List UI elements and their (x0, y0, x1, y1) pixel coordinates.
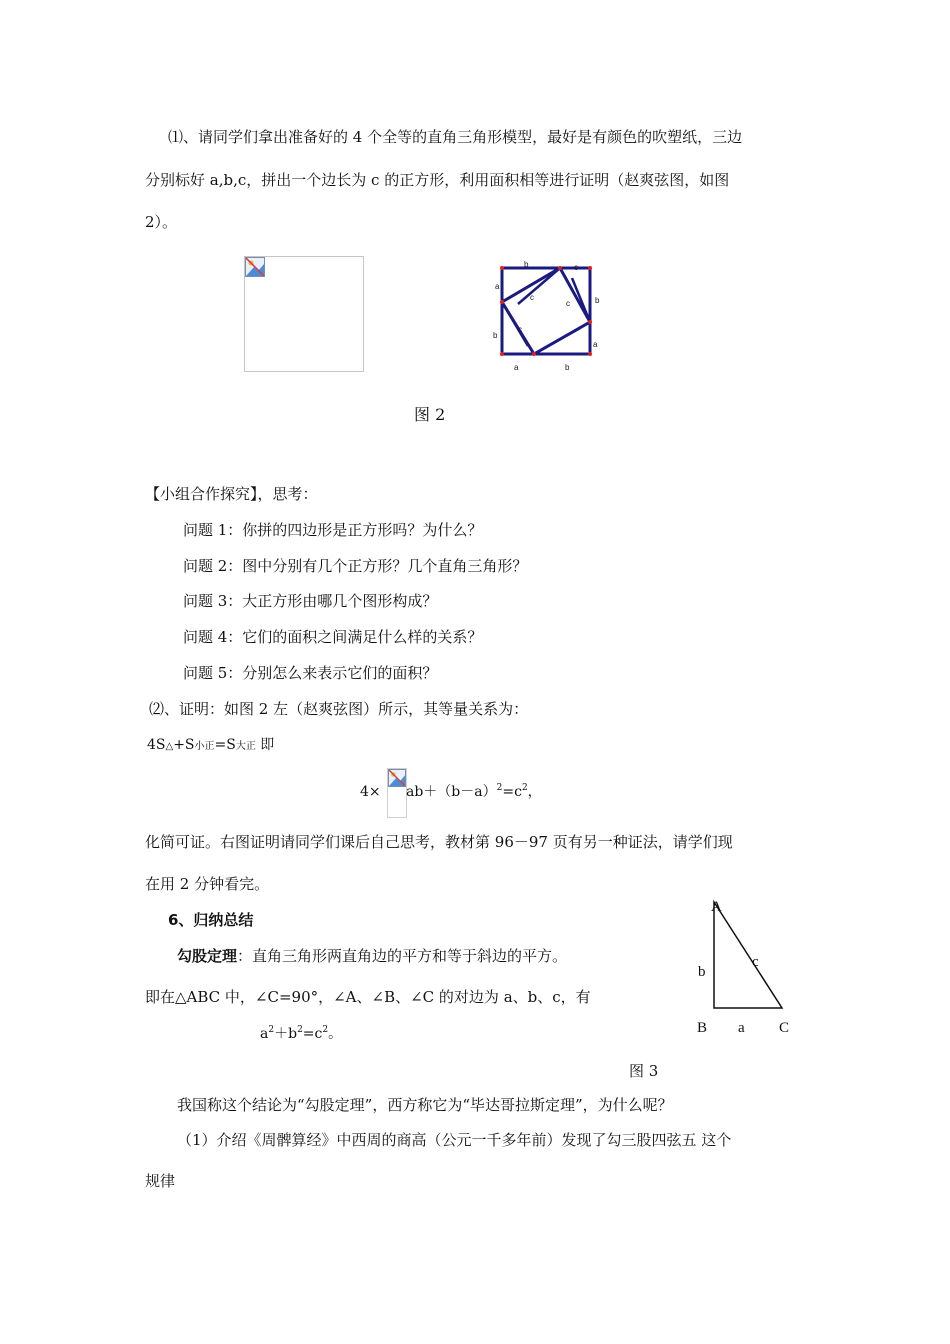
proof-equation-1: 4S△+S小正=S大正 即 (147, 737, 275, 753)
question-2: 问题 2：图中分别有几个正方形？几个直角三角形？ (183, 557, 528, 575)
closing-line-3: 规律 (145, 1172, 176, 1190)
label-left-b: b (493, 331, 498, 340)
proof-equation-2: 4× $ab+(b-a)^2=c^2$， (360, 768, 560, 818)
label-top-b: b (524, 260, 529, 269)
summary-line-2: 即在△ABC 中，∠C=90°，∠A、∠B、∠C 的对边为 a、b、c，有 (145, 988, 591, 1006)
broken-image-icon (245, 257, 265, 277)
question-5: 问题 5：分别怎么来表示它们的面积？ (183, 664, 438, 682)
question-1: 问题 1：你拼的四边形是正方形吗？为什么？ (183, 521, 483, 539)
triangle-abc (714, 902, 782, 1008)
vertex-A: A (711, 899, 722, 915)
side-b: b (698, 964, 706, 980)
para1-line3: 2）。 (145, 213, 178, 231)
label-left-a: a (495, 282, 500, 291)
proof-heading: ⑵、证明：如图 2 左（赵爽弦图）所示，其等量关系为： (149, 700, 529, 718)
label-right-b: b (595, 296, 600, 305)
figure2-zhao-shuang-diagram (488, 258, 608, 376)
para1-line1: ⑴、请同学们拿出准备好的 4 个全等的直角三角形模型，最好是有颜色的吹塑纸，三边 (168, 128, 743, 146)
theorem-text: ：直角三角形两直角边的平方和等于斜边的平方。 (237, 947, 568, 965)
vertex-C: C (779, 1020, 790, 1036)
side-c: c (752, 954, 759, 970)
proof-line-2: 在用 2 分钟看完。 (145, 875, 270, 893)
para1-line2: 分别标好 a,b,c，拼出一个边长为 c 的正方形，利用面积相等进行证明（赵爽弦图，如图 (145, 171, 730, 189)
label-right-a: a (593, 340, 598, 349)
side-a: a (738, 1020, 745, 1036)
figure2-caption: 图 2 (414, 405, 446, 424)
label-inner-c2: c (566, 299, 570, 308)
broken-image-icon (388, 769, 406, 787)
closing-line-2: （1）介绍《周髀算经》中西周的商高（公元一千多年前）发现了勾三股四弦五 这个 (177, 1131, 732, 1149)
group-heading: 【小组合作探究】，思考： (145, 485, 318, 503)
label-inner-c1: c (530, 293, 534, 302)
figure3-caption: 图 3 (629, 1062, 659, 1080)
theorem-label: 勾股定理 (177, 947, 238, 965)
label-inner-c4: c (574, 263, 578, 272)
summary-heading: 6、归纳总结 (168, 911, 254, 929)
label-inner-c3: c (518, 325, 522, 334)
label-bottom-a: a (514, 363, 519, 372)
figure2-left-image (244, 256, 364, 372)
fraction-image (387, 768, 407, 818)
proof-line-1: 化简可证。右图证明请同学们课后自己思考，教材第 96－97 页有另一种证法，请学们现 (145, 833, 733, 851)
theorem-statement (177, 946, 567, 966)
closing-line-1: 我国称这个结论为“勾股定理”，西方称它为“毕达哥拉斯定理”，为什么呢？ (177, 1096, 673, 1114)
triangle-legs (502, 268, 590, 354)
question-4: 问题 4：它们的面积之间满足什么样的关系？ (183, 628, 483, 646)
label-bottom-b: b (565, 363, 570, 372)
figure3-right-triangle (690, 894, 806, 1040)
vertex-B: B (697, 1020, 708, 1036)
pythagorean-formula: $a^2+b^2=c^2$。 (260, 1025, 343, 1042)
question-3: 问题 3：大正方形由哪几个图形构成？ (183, 592, 438, 610)
